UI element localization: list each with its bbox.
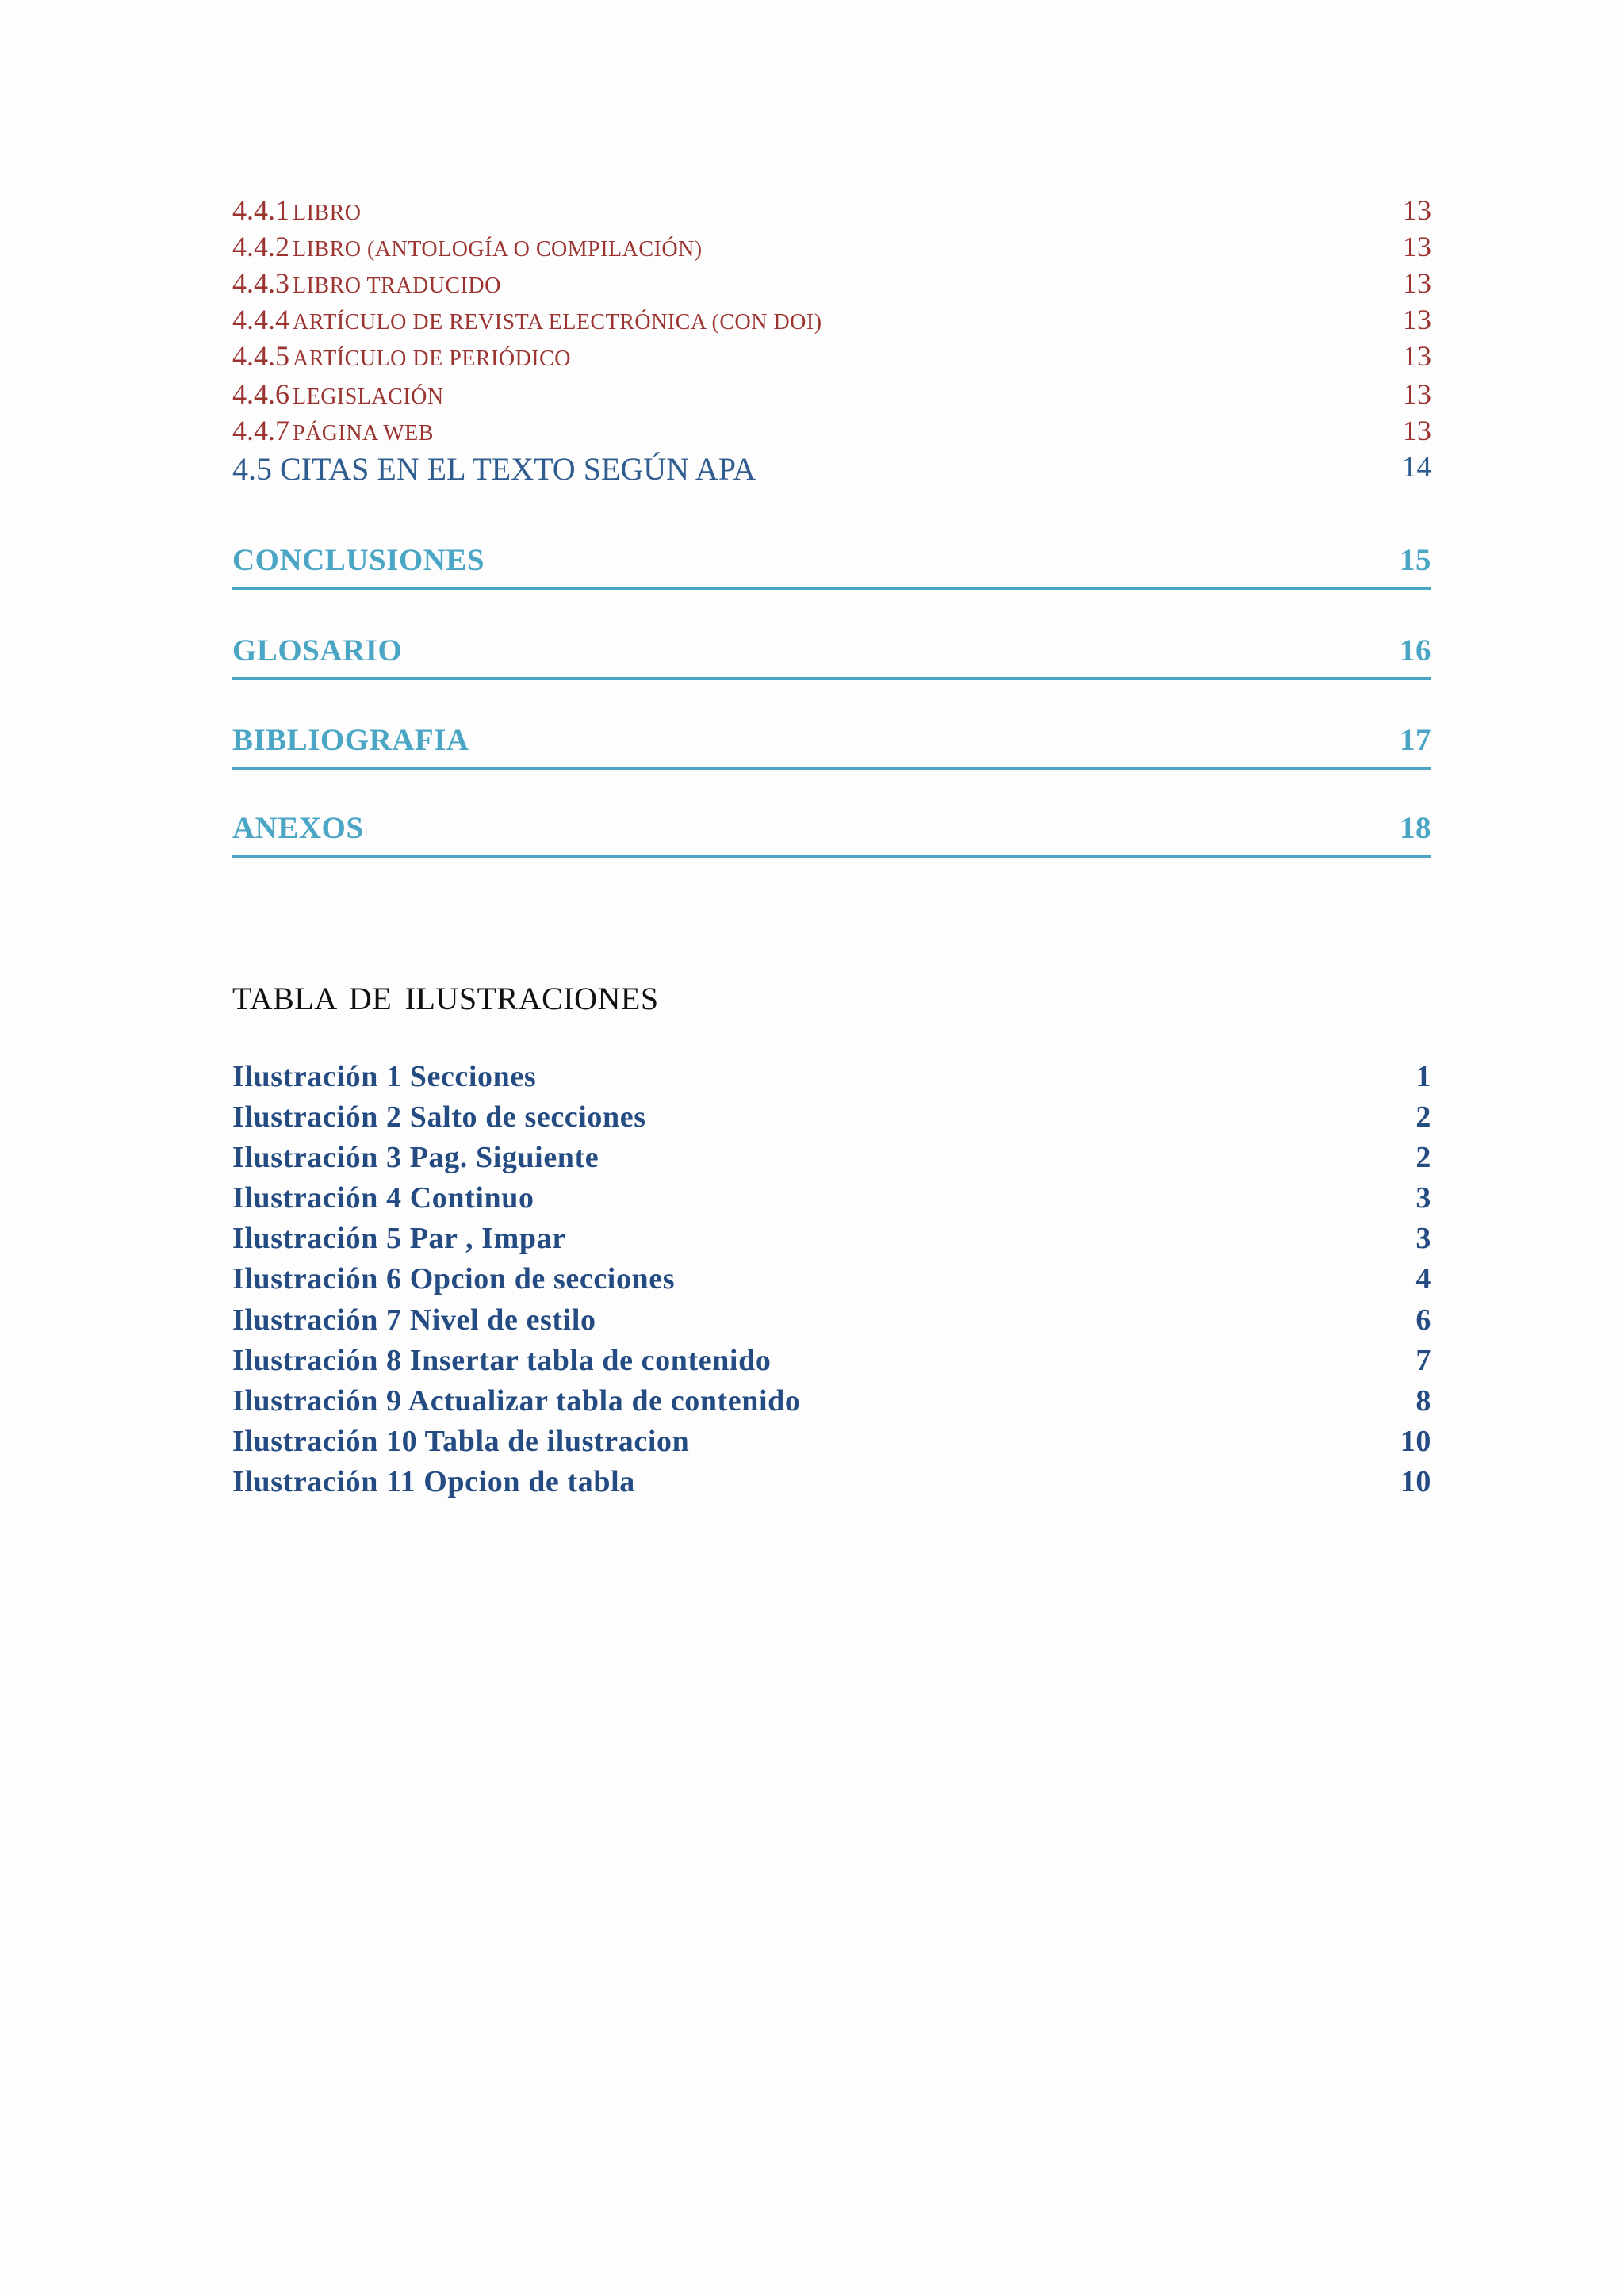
illustration-entry-6[interactable]: [232, 1261, 1431, 1296]
toc-chapter-glosario[interactable]: [232, 633, 1431, 680]
toc-chapter-text: CONCLUSIONES: [232, 543, 485, 577]
illustration-text: Ilustración 6 Opcion de secciones: [232, 1262, 676, 1295]
illustration-text: Ilustración 8 Insertar tabla de contenido: [232, 1344, 772, 1377]
toc-entry-number: 4.4.3: [232, 267, 289, 299]
illustration-text: Ilustración 11 Opcion de tabla: [232, 1465, 635, 1498]
underline-divider: [232, 855, 1431, 858]
toc-entry-number: 4.4.1: [232, 194, 289, 226]
illustration-page: 6: [1415, 1303, 1431, 1337]
toc-entry-number: 4.4.5: [232, 340, 289, 372]
toc-entry-page: 13: [1403, 340, 1431, 372]
toc-entry-page: 14: [1402, 451, 1431, 484]
toc-entry-number: 4.4.6: [232, 378, 289, 410]
toc-entry-number: 4.4.7: [232, 415, 289, 446]
illustration-entry-5[interactable]: [232, 1221, 1431, 1256]
illustration-page: 2: [1415, 1100, 1431, 1134]
toc-entry-number: 4.4.2: [232, 231, 289, 262]
toc-chapter-text: GLOSARIO: [232, 633, 403, 668]
toc-entry-page: 13: [1403, 231, 1431, 262]
toc-chapter-text: BIBLIOGRAFIA: [232, 723, 469, 757]
toc-entry-4-4-6[interactable]: [232, 377, 1431, 414]
illustration-text: Ilustración 7 Nivel de estilo: [232, 1303, 596, 1337]
toc-entry-text: PÁGINA WEB: [293, 421, 434, 446]
illustration-entry-4[interactable]: [232, 1181, 1431, 1215]
toc-chapter-text: ANEXOS: [232, 811, 364, 845]
toc-entry-text: LIBRO: [293, 201, 362, 225]
illustration-page: 10: [1400, 1425, 1431, 1458]
toc-entry-page: 13: [1403, 378, 1431, 410]
toc-entry-text: ARTÍCULO DE PERIÓDICO: [293, 346, 572, 371]
toc-entry-4-5[interactable]: [232, 450, 1431, 488]
toc-chapter-bibliografia[interactable]: [232, 722, 1431, 770]
toc-chapter-page: 15: [1400, 543, 1431, 577]
illustration-text: Ilustración 10 Tabla de ilustracion: [232, 1425, 690, 1458]
illustration-text: Ilustración 9 Actualizar tabla de contenido: [232, 1384, 801, 1418]
toc-chapter-page: 18: [1400, 811, 1431, 845]
underline-divider: [232, 677, 1431, 680]
illustration-page: 2: [1415, 1141, 1431, 1174]
illustration-text: Ilustración 1 Secciones: [232, 1060, 537, 1093]
illustration-page: 4: [1415, 1262, 1431, 1295]
toc-chapter-page: 17: [1400, 723, 1431, 757]
toc-entry-text: LIBRO TRADUCIDO: [293, 274, 501, 298]
illustration-text: Ilustración 2 Salto de secciones: [232, 1100, 646, 1134]
illustration-entry-11[interactable]: [232, 1464, 1431, 1499]
illustration-page: 3: [1415, 1181, 1431, 1215]
illustration-text: Ilustración 4 Continuo: [232, 1181, 534, 1215]
toc-entry-4-4-1[interactable]: [232, 193, 1431, 230]
toc-entry-4-4-4[interactable]: [232, 303, 1431, 339]
toc-entry-number: 4.4.4: [232, 304, 289, 335]
toc-chapter-page: 16: [1400, 633, 1431, 668]
illustration-text: Ilustración 5 Par , Impar: [232, 1222, 566, 1255]
illustration-page: 8: [1415, 1384, 1431, 1418]
illustration-entry-8[interactable]: [232, 1343, 1431, 1378]
illustration-text: Ilustración 3 Pag. Siguiente: [232, 1141, 599, 1174]
toc-chapter-anexos[interactable]: [232, 810, 1431, 858]
toc-entry-text: LEGISLACIÓN: [293, 385, 444, 409]
illustration-entry-10[interactable]: [232, 1424, 1431, 1459]
illustration-entry-2[interactable]: [232, 1100, 1431, 1135]
toc-entry-4-4-3[interactable]: [232, 266, 1431, 303]
toc-entry-4-4-2[interactable]: [232, 230, 1431, 266]
toc-entry-text: ARTÍCULO DE REVISTA ELECTRÓNICA (CON DOI): [293, 310, 822, 335]
toc-entry-page: 13: [1403, 415, 1431, 446]
toc-entry-4-4-5[interactable]: [232, 339, 1431, 376]
toc-entry-page: 13: [1403, 304, 1431, 335]
illustration-page: 10: [1400, 1465, 1431, 1498]
toc-entry-page: 13: [1403, 194, 1431, 226]
underline-divider: [232, 767, 1431, 770]
toc-entry-4-4-7[interactable]: [232, 414, 1431, 450]
illustration-page: 7: [1415, 1344, 1431, 1377]
illustration-page: 1: [1415, 1060, 1431, 1093]
illustration-entry-3[interactable]: [232, 1140, 1431, 1175]
toc-entry-page: 13: [1403, 267, 1431, 299]
illustrations-title: TABLA DE ILUSTRACIONES: [232, 981, 659, 1016]
illustration-entry-9[interactable]: [232, 1383, 1431, 1418]
toc-chapter-conclusiones[interactable]: [232, 542, 1431, 590]
toc-entry-text: LIBRO (ANTOLOGÍA O COMPILACIÓN): [293, 237, 703, 262]
illustration-page: 3: [1415, 1222, 1431, 1255]
illustration-entry-7[interactable]: [232, 1303, 1431, 1337]
underline-divider: [232, 587, 1431, 590]
toc-entry-text: 4.5 CITAS EN EL TEXTO SEGÚN APA: [232, 451, 756, 487]
illustration-entry-1[interactable]: [232, 1059, 1431, 1094]
